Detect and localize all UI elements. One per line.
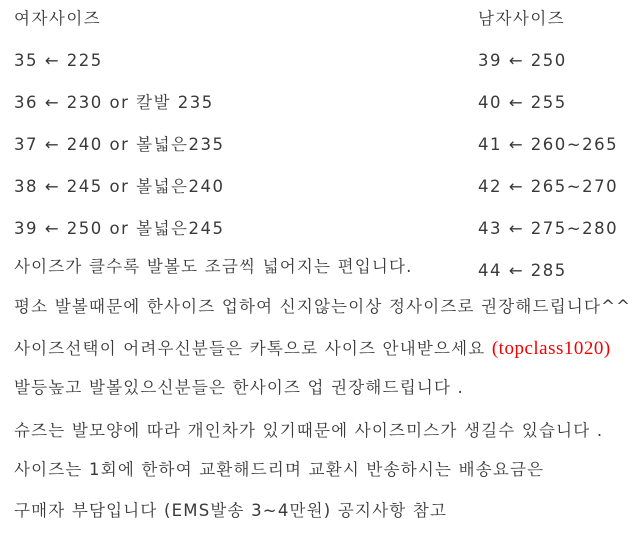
men-sizes-column [478,8,618,302]
note-exchange-policy: 사이즈는 1회에 한하여 교환해드리며 교환시 반송하시는 배송요금은 [14,460,545,479]
note-width-increase: 사이즈가 클수록 발볼도 조금씩 넓어지는 편입니다. [14,257,413,276]
men-sizes-title: 남자사이즈 [478,9,566,28]
men-size-row: 41 ← 260~265 [478,135,619,154]
note-kakao-text: 사이즈선택이 어려우신분들은 카톡으로 사이즈 안내받으세요 [14,339,492,358]
men-size-row: 40 ← 255 [478,93,567,112]
women-size-row: 38 ← 245 or 볼넓은240 [14,177,225,196]
women-size-row: 37 ← 240 or 볼넓은235 [14,135,225,154]
note-true-to-size: 평소 발볼때문에 한사이즈 업하여 신지않는이상 정사이즈로 권장해드립니다^^ [14,297,632,316]
men-size-row: 44 ← 285 [478,261,567,280]
men-size-row: 39 ← 250 [478,51,567,70]
note-buyer-cost: 구매자 부담입니다 (EMS발송 3~4만원) 공지사항 참고 [14,501,448,520]
note-kakao-guidance [14,338,611,360]
women-size-row: 36 ← 230 or 칼발 235 [14,93,214,112]
men-size-row: 42 ← 265~270 [478,177,619,196]
women-size-row: 39 ← 250 or 볼넓은245 [14,219,225,238]
women-size-row: 35 ← 225 [14,51,103,70]
men-size-row: 43 ← 275~280 [478,219,619,238]
women-sizes-title: 여자사이즈 [14,9,102,28]
kakao-id-text: (topclass1020) [491,338,611,359]
note-size-up: 발등높고 발볼있으신분들은 한사이즈 업 권장해드립니다 . [14,378,465,397]
women-sizes-column [14,8,224,260]
note-size-miss: 슈즈는 발모양에 따라 개인차가 있기때문에 사이즈미스가 생길수 있습니다 . [14,421,604,440]
